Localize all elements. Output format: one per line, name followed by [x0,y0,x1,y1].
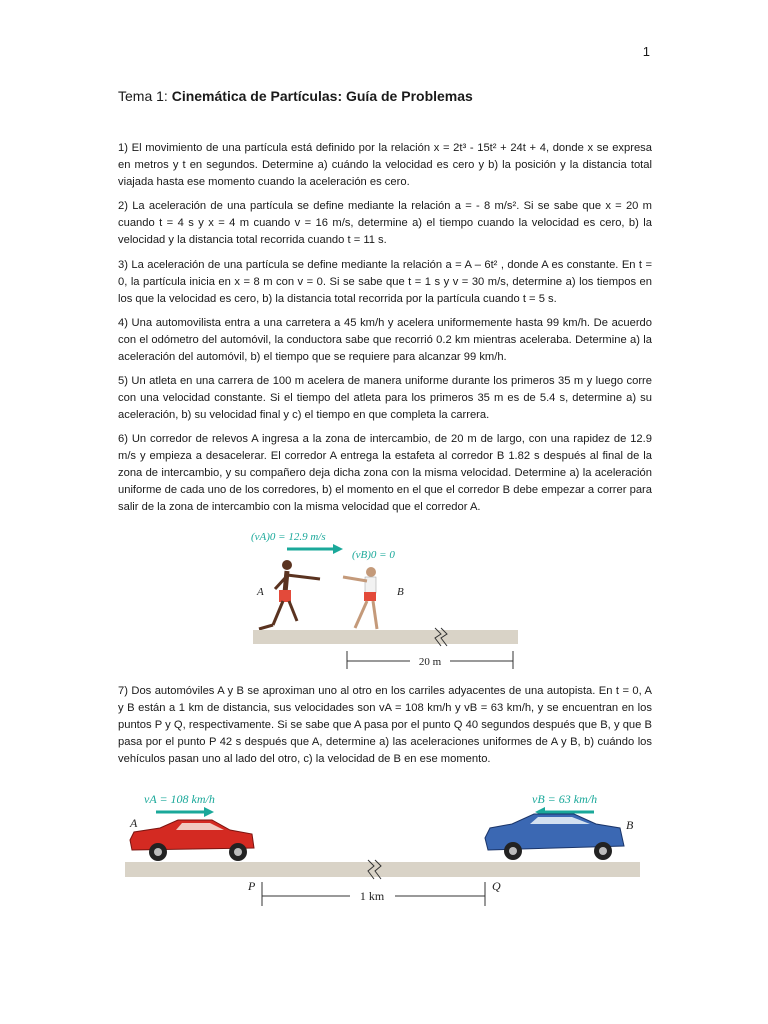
title-bold: Cinemática de Partículas: Guía de Problemas [171,88,473,104]
car-a-label: A [130,816,138,830]
track-ground [253,630,518,644]
page-title [118,88,473,104]
va-initial-label: (vA)0 = 12.9 m/s [251,531,326,543]
problem-6: 6) Un corredor de relevos A ingresa a la zona de intercambio, de 20 m de largo, con una rapidez de 12.9 m/s y empieza a desacelerar. El corredor A entrega la estafeta al corredor B 1.82 s después al final de la zona de intercambio, y su compañero deja dicha zona con la misma velocidad. Determine a) la aceleración uniforme de cada uno de los corredores, b) el momento en el que el corredor B debe empezar a correr para salir de la zona de intercambio con la misma velocidad que el corredor A. [118,433,652,513]
car-a-figure [130,820,254,861]
problem-4: 4) Una automovilista entra a una carretera a 45 km/h y acelera uniformemente hasta 99 km/h. De acuerdo con el odómetro del automóvil, la conductora sabe que recorrió 0.2 km mientras aceleraba. Determine a) la aceleración del automóvil, b) el tiempo que se requiere para alcanzar 99 km/h. [118,317,652,363]
vb-car-label: vB = 63 km/h [532,792,598,806]
problem-3: 3) La aceleración de una partícula se define mediante la relación a = A – 6t² , donde A es constante. En t = 0, la partícula inicia en x = 8 m con v = 0. Si se sabe que t = 1 s y v = 30 m/s, determine a) los tiempos en los que la velocidad es cero, b) la distancia total recorrida por la partícula cuando t = 5 s. [118,259,652,305]
car-b-label: B [626,818,634,832]
va-arrow [287,544,343,554]
page-number: 1 [642,44,650,59]
runner-a-label: A [257,586,264,598]
title-prefix: Tema 1: [118,88,172,104]
problem-5: 5) Un atleta en una carrera de 100 m acelera de manera uniforme durante los primeros 35 m y luego corre con una velocidad constante. Si el tiempo del atleta para los primeros 35 m es de 5.4 s, determine a) su aceleración, b) su velocidad final y c) el tiempo en que completa la carrera. [118,375,652,421]
cars-figure [120,782,645,912]
car-b-figure [485,814,624,860]
runner-b-figure [343,567,377,629]
point-q-label: Q [492,879,501,893]
distance-1km-label: 1 km [359,889,385,903]
runner-a-figure [259,560,320,629]
va-car-arrow [156,807,214,817]
runner-b-label: B [397,586,404,598]
road-ground [125,862,640,877]
problem-7: 7) Dos automóviles A y B se aproximan uno al otro en los carriles adyacentes de una autopista. En t = 0, A y B están a 1 km de distancia, sus velocidades son vA = 108 km/h y vB = 63 km/h, y se encuentran en los puntos P y Q, respectivamente. Si se sabe que A pasa por el punto Q 40 segundos después que B, y que B pasa por el punto P 42 s después que A, determine a) las aceleraciones uniformes de A y B, b) cuándo los vehículos pasan uno al lado del otro, c) la velocidad de B en ese momento. [118,685,652,765]
problem-1: 1) El movimiento de una partícula está definido por la relación x = 2t³ - 15t² + 24t + 4, donde x se expresa en metros y t en segundos. Determine a) cuándo la velocidad es cero y b) la posición y la distancia total viajada hasta ese momento cuando la aceleración es cero. [118,142,652,188]
problem-2: 2) La aceleración de una partícula se define mediante la relación a = - 8 m/s². Si se sabe que x = 20 m cuando t = 4 s y x = 4 m cuando v = 16 m/s, determine a) el tiempo cuando la velocidad es cero, b) la velocidad y la distancia total recorrida cuando t = 11 s. [118,200,652,246]
point-p-label: P [248,879,256,893]
relay-runners-figure [245,525,525,675]
distance-20m-label: 20 m [418,656,442,668]
va-car-label: vA = 108 km/h [144,792,215,806]
vb-initial-label: (vB)0 = 0 [352,549,395,561]
